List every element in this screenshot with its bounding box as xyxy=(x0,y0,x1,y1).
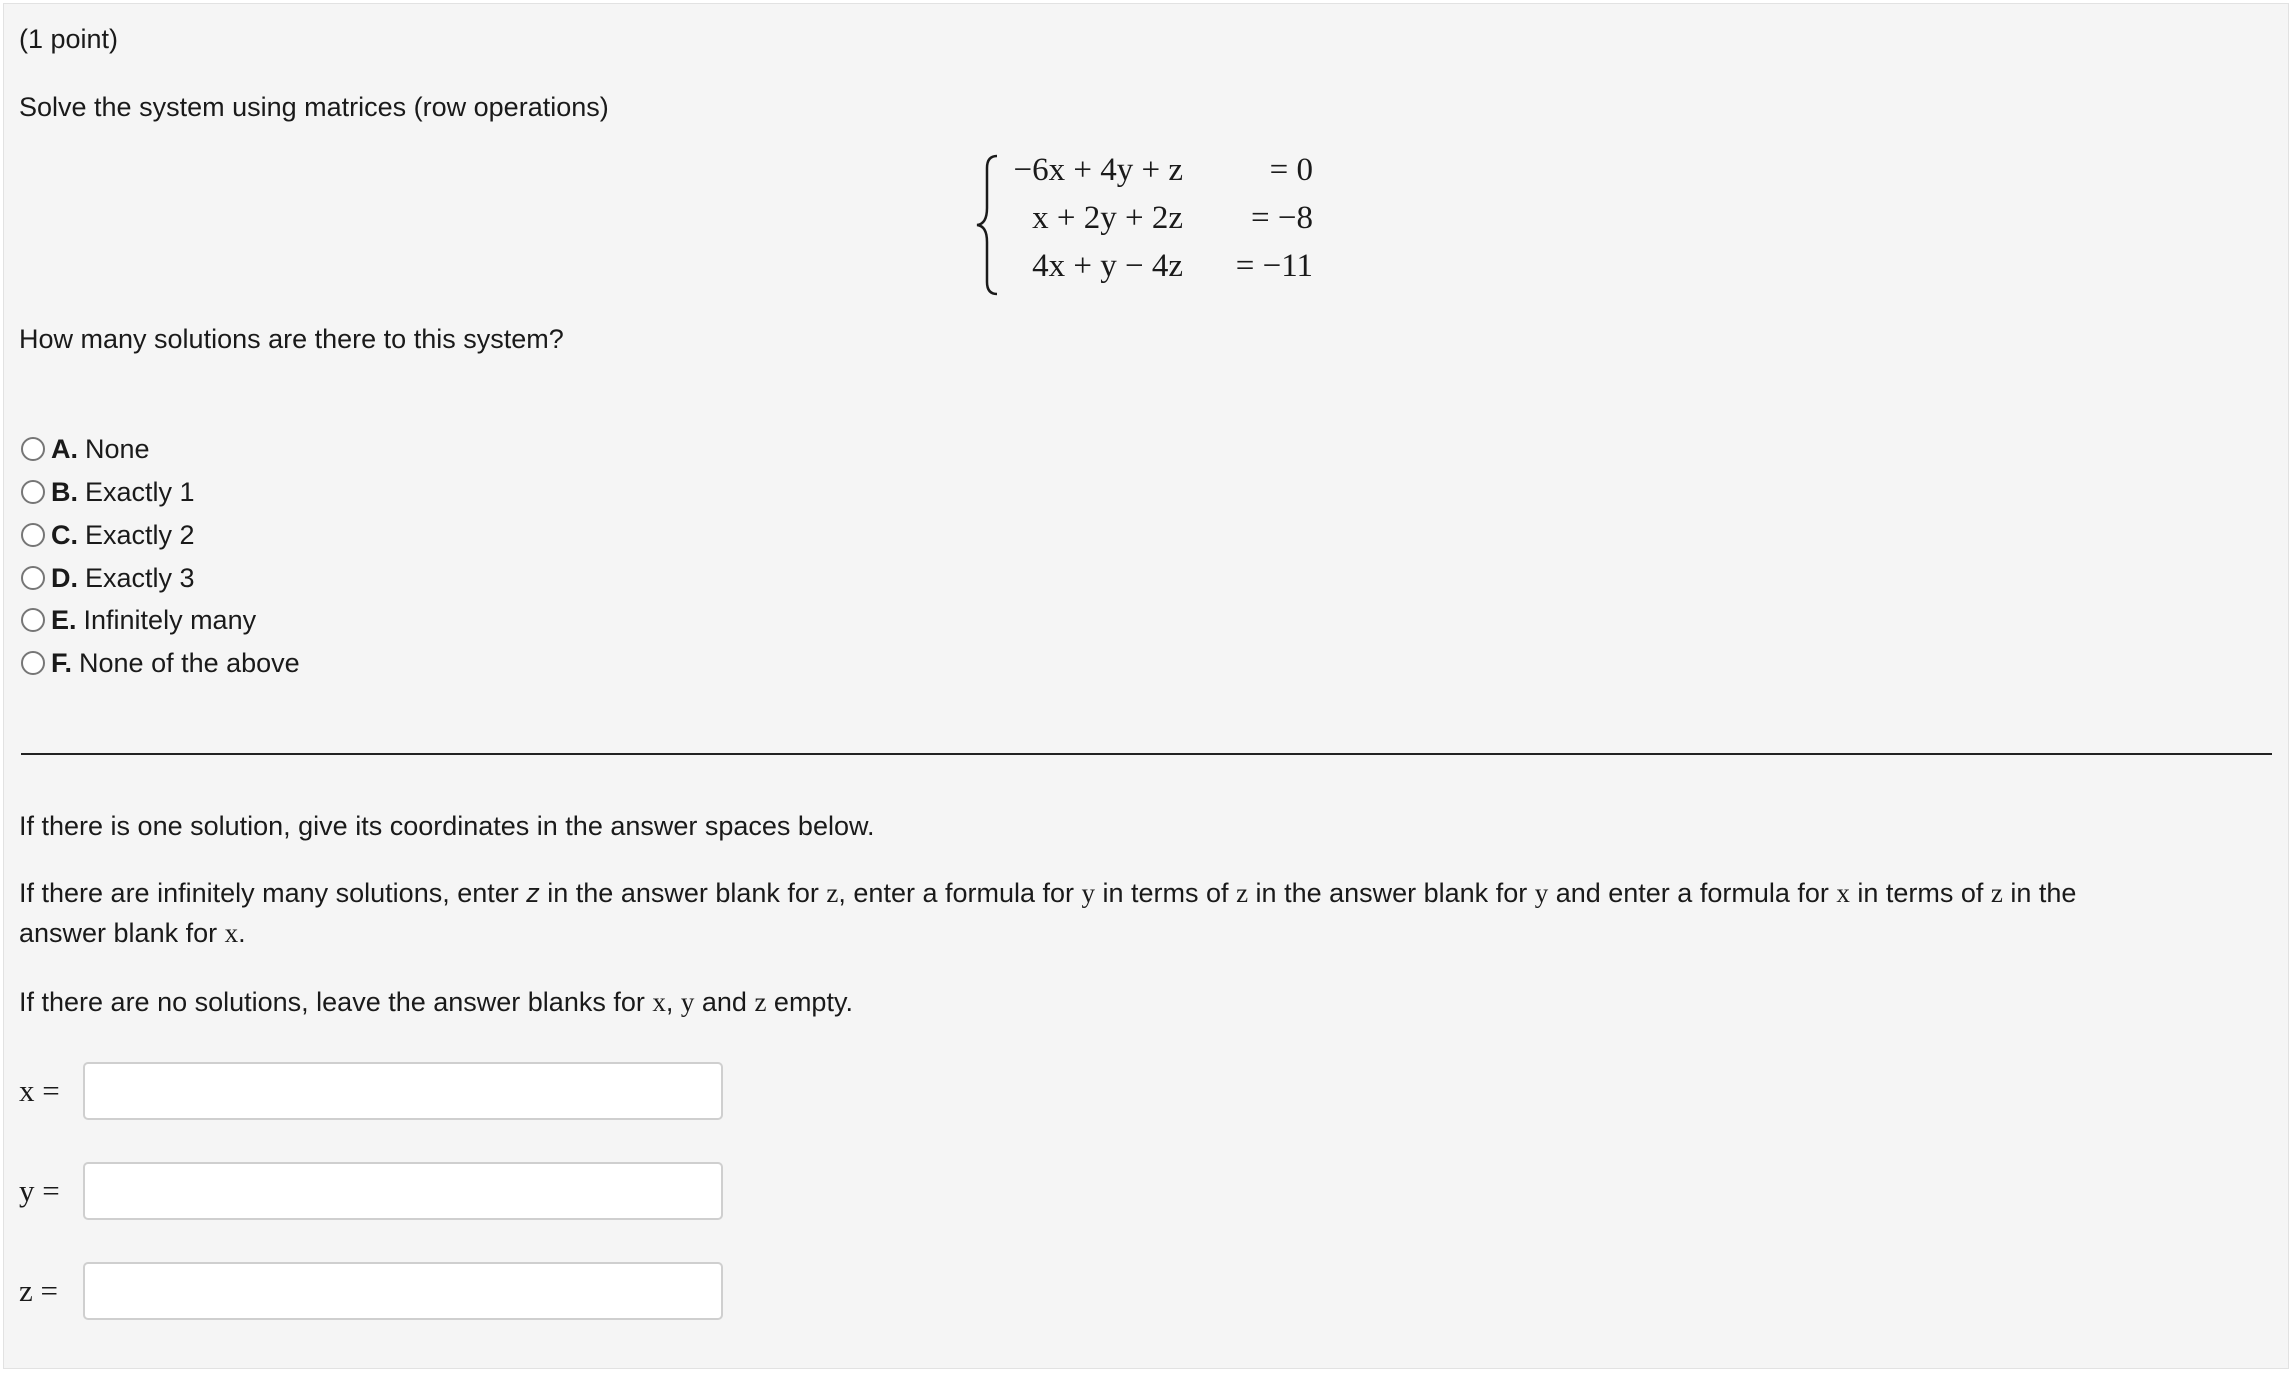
question-text: How many solutions are there to this system? xyxy=(19,324,564,354)
left-brace-icon xyxy=(973,150,1003,300)
points-label: (1 point) xyxy=(19,24,119,54)
z-input[interactable] xyxy=(83,1262,723,1320)
equation-3-lhs: 4x + y − 4z xyxy=(1032,248,1183,284)
y-label: y = xyxy=(19,1173,60,1208)
radio-b[interactable] xyxy=(21,480,45,504)
option-a[interactable]: A. None xyxy=(21,432,150,466)
equation-2-lhs: x + 2y + 2z xyxy=(1032,200,1183,236)
equation-2-rhs: = −8 xyxy=(1251,200,1313,236)
radio-f[interactable] xyxy=(21,651,45,675)
z-label: z = xyxy=(19,1273,58,1308)
radio-d[interactable] xyxy=(21,566,45,590)
option-d[interactable]: D. Exactly 3 xyxy=(21,561,195,595)
option-b[interactable]: B. Exactly 1 xyxy=(21,475,195,509)
equation-system xyxy=(973,150,1333,300)
instructions-infinite-line2: answer blank for x. xyxy=(19,918,246,948)
option-e[interactable]: E. Infinitely many xyxy=(21,603,256,637)
instructions-infinite-line1: If there are infinitely many solutions, enter z in the answer blank for z, enter a formula for y in terms of z in the answer blank for y and enter a formula for x in terms of z in the xyxy=(19,878,2077,908)
option-c[interactable]: C. Exactly 2 xyxy=(21,518,195,552)
radio-c[interactable] xyxy=(21,523,45,547)
x-input[interactable] xyxy=(83,1062,723,1120)
instructions-one-solution: If there is one solution, give its coordinates in the answer spaces below. xyxy=(19,811,875,841)
y-input[interactable] xyxy=(83,1162,723,1220)
equation-1-rhs: = 0 xyxy=(1269,152,1313,188)
option-f[interactable]: F. None of the above xyxy=(21,646,300,680)
radio-e[interactable] xyxy=(21,608,45,632)
equation-3-rhs: = −11 xyxy=(1235,248,1313,284)
instructions-no-solution: If there are no solutions, leave the answer blanks for x, y and z empty. xyxy=(19,987,853,1017)
answer-row-x xyxy=(19,1061,723,1121)
equation-1-lhs: −6x + 4y + z xyxy=(1013,152,1183,188)
instruction-text: Solve the system using matrices (row operations) xyxy=(19,92,609,122)
x-label: x = xyxy=(19,1073,60,1108)
answer-row-z xyxy=(19,1261,723,1321)
radio-a[interactable] xyxy=(21,437,45,461)
answer-row-y xyxy=(19,1161,723,1221)
section-divider xyxy=(21,753,2272,755)
